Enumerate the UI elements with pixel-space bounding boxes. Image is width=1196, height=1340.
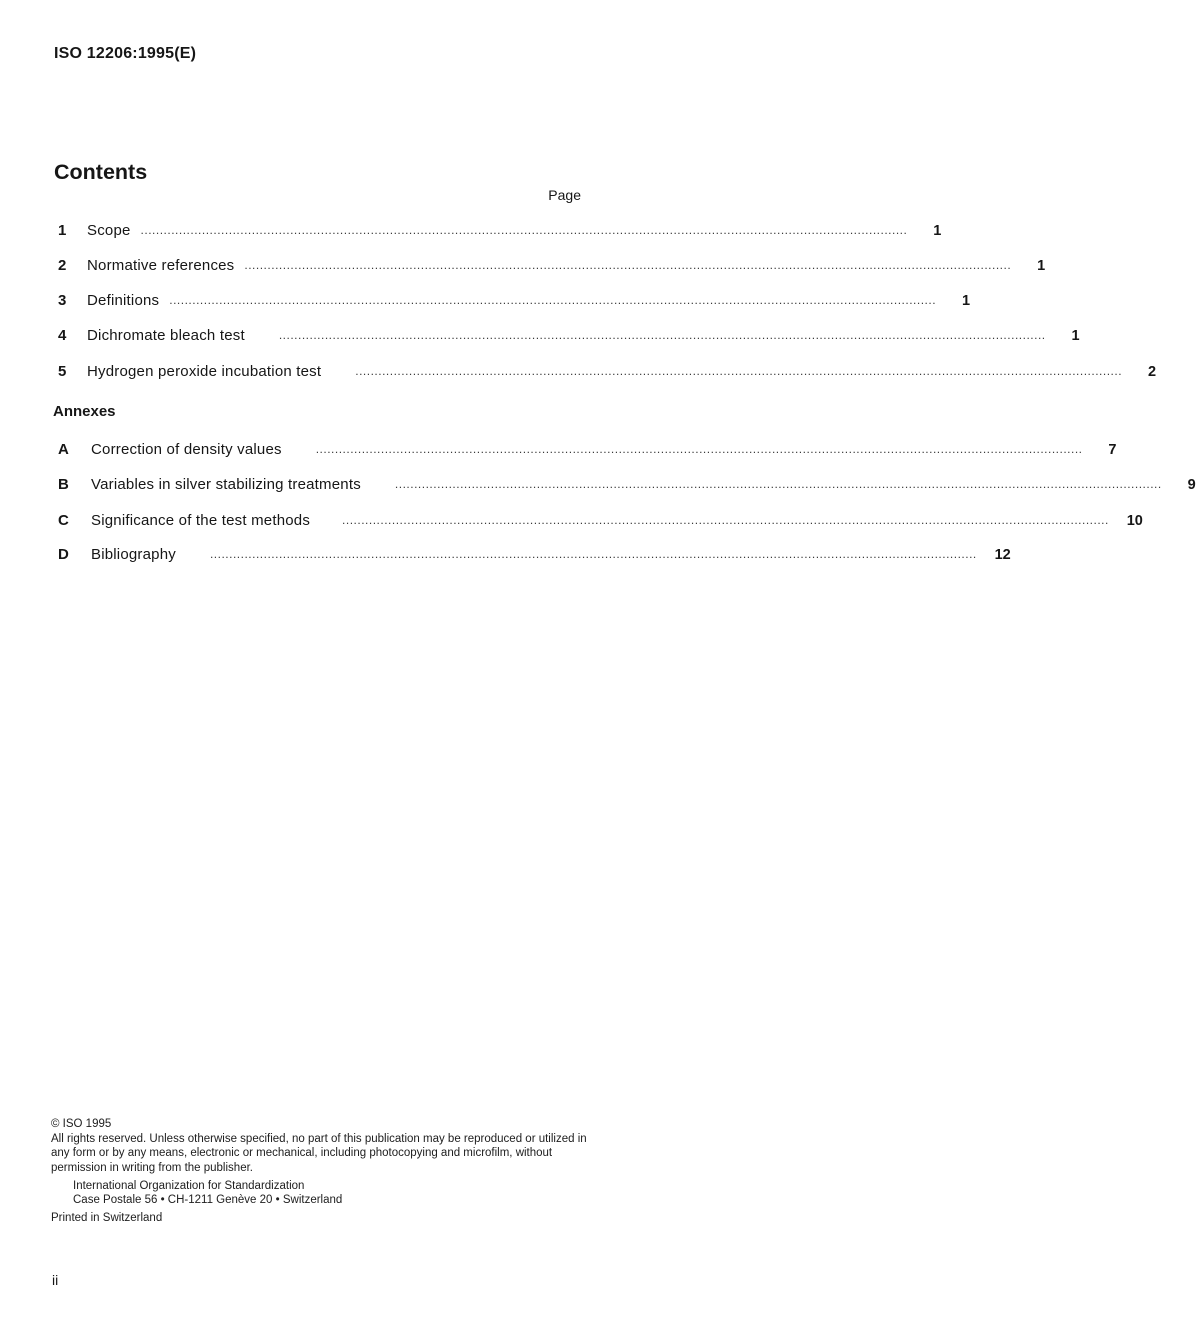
document-id: ISO 12206:1995(E) — [54, 45, 197, 62]
toc-annex-letter: D — [58, 546, 69, 563]
toc-annex-d[interactable] — [54, 541, 1011, 563]
toc-entry-title: Definitions — [87, 292, 160, 309]
dot-leader: ........................................................................................................................................................................................................ — [140, 223, 908, 237]
toc-annex-title: Correction of density values — [91, 441, 282, 458]
copyright-block — [51, 1117, 591, 1225]
dot-leader: ........................................................................................................................................................................................................ — [315, 442, 1083, 456]
dot-leader: ........................................................................................................................................................................................................ — [278, 328, 1046, 342]
toc-entry-title: Normative references — [87, 257, 235, 274]
dot-leader: ........................................................................................................................................................................................................ — [209, 547, 977, 561]
toc-entry-title: Hydrogen peroxide incubation test — [87, 363, 322, 380]
page-number: ii — [52, 1272, 59, 1288]
rights-statement: All rights reserved. Unless otherwise specified, no part of this publication may be reproduced or utilized in any form or by any means, electronic or mechanical, including photocopying and microfilm, without permission in writing from the publisher. — [51, 1133, 587, 1174]
toc-entry-normative-references[interactable] — [54, 252, 1046, 274]
toc-annex-title: Variables in silver stabilizing treatments — [91, 476, 361, 493]
toc-entry-number: 5 — [58, 363, 67, 380]
toc-annex-title: Bibliography — [91, 546, 176, 563]
dot-leader: ........................................................................................................................................................................................................ — [169, 293, 937, 307]
toc-entry-title: Dichromate bleach test — [87, 327, 245, 344]
page-column-label: Page — [548, 187, 581, 203]
toc-annex-page: 10 — [1126, 513, 1143, 529]
org-address: Case Postale 56 • CH-1211 Genève 20 • Switzerland — [73, 1194, 343, 1207]
contents-heading: Contents — [54, 160, 148, 184]
annexes-heading: Annexes — [53, 403, 116, 420]
toc-entry-page: 1 — [961, 293, 971, 309]
toc-annex-title: Significance of the test methods — [91, 512, 311, 529]
toc-annex-b[interactable] — [54, 471, 1196, 493]
toc-entry-title: Scope — [87, 222, 131, 239]
toc-entry-hydrogen-peroxide-incubation-test[interactable] — [54, 358, 1157, 380]
toc-entry-page: 1 — [933, 223, 942, 239]
toc-annex-page: 7 — [1108, 442, 1117, 458]
toc-annex-letter: C — [58, 512, 69, 529]
dot-leader: ........................................................................................................................................................................................................ — [394, 477, 1162, 491]
toc-entry-number: 2 — [58, 257, 67, 274]
dot-leader: ........................................................................................................................................................................................................ — [244, 258, 1012, 272]
toc-entry-page: 1 — [1071, 328, 1080, 344]
toc-entry-definitions[interactable] — [54, 287, 971, 309]
toc-annex-page: 9 — [1187, 477, 1196, 493]
copyright-line: © ISO 1995 — [51, 1118, 112, 1130]
dot-leader: ........................................................................................................................................................................................................ — [342, 513, 1109, 527]
toc-annex-letter: B — [58, 476, 69, 493]
toc-entry-number: 3 — [58, 292, 67, 309]
toc-entry-scope[interactable] — [54, 217, 942, 239]
toc-annex-letter: A — [58, 441, 69, 458]
toc-entry-dichromate-bleach-test[interactable] — [54, 322, 1080, 344]
toc-entry-page: 2 — [1147, 364, 1157, 380]
toc-annex-c[interactable] — [54, 507, 1143, 529]
toc-annex-a[interactable] — [54, 436, 1117, 458]
toc-entry-page: 1 — [1037, 258, 1046, 274]
toc-annex-page: 12 — [994, 547, 1011, 563]
printed-in: Printed in Switzerland — [51, 1212, 163, 1225]
toc-entry-number: 1 — [58, 222, 67, 239]
org-name: International Organization for Standardization — [73, 1179, 305, 1192]
dot-leader: ........................................................................................................................................................................................................ — [355, 364, 1123, 378]
toc-entry-number: 4 — [58, 327, 67, 344]
